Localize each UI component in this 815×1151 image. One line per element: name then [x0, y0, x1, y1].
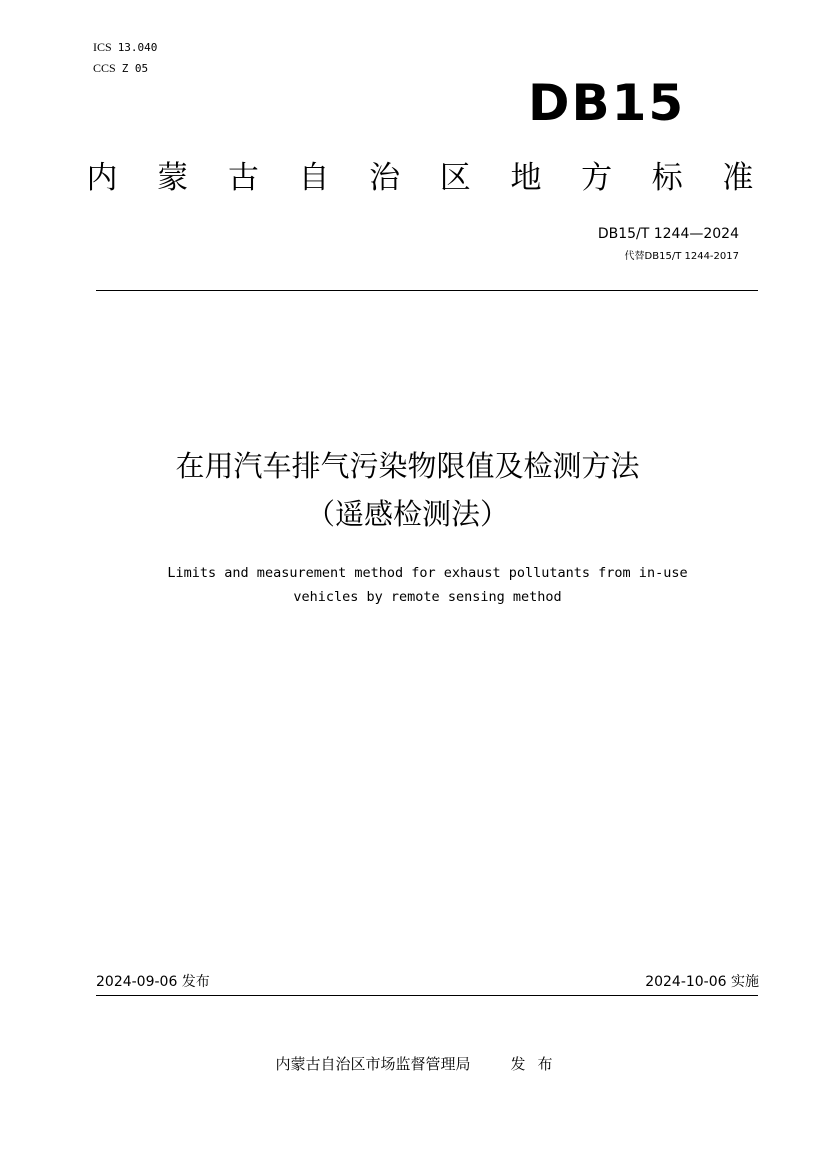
standard-type-char: 内 — [86, 160, 118, 196]
standard-type-char: 方 — [581, 160, 613, 196]
standard-type-heading — [80, 156, 760, 200]
issue-date: 2024-09-06 发布 — [96, 974, 210, 990]
standard-number: DB15/T 1244—2024 — [597, 226, 739, 242]
replaces-standard: 代替DB15/T 1244-2017 — [624, 251, 739, 262]
standard-type-char: 区 — [439, 160, 471, 196]
issuer-name: 内蒙古自治区市场监督管理局 — [275, 1055, 471, 1073]
standard-type-char: 标 — [651, 160, 683, 196]
issuer — [0, 1053, 815, 1075]
standard-type-char: 治 — [369, 160, 401, 196]
chinese-title-line-2: （遥感检测法） — [305, 497, 509, 531]
ics-label: ICS — [93, 40, 112, 54]
ccs-label: CCS — [93, 61, 116, 75]
standard-type-char: 自 — [298, 160, 330, 196]
issuer-action: 发布 — [510, 1055, 565, 1073]
footer-divider — [96, 995, 758, 996]
ccs-code: Z 05 — [121, 62, 149, 75]
implementation-date: 2024-10-06 实施 — [645, 974, 759, 990]
ics-code: 13.040 — [117, 41, 158, 54]
chinese-title-line-1: 在用汽车排气污染物限值及检测方法 — [175, 449, 640, 483]
english-title-line-1: Limits and measurement method for exhaust pollutants from in-use — [167, 565, 688, 581]
standard-type-char: 地 — [510, 160, 542, 196]
db15-logo: DB15 — [528, 74, 686, 132]
ics-classification — [93, 40, 157, 55]
ccs-classification — [93, 61, 148, 76]
header-divider — [96, 290, 758, 291]
standard-type-char: 准 — [722, 160, 754, 196]
english-title-line-2: vehicles by remote sensing method — [293, 589, 562, 605]
standard-type-char: 蒙 — [157, 160, 189, 196]
standard-type-char: 古 — [227, 160, 259, 196]
